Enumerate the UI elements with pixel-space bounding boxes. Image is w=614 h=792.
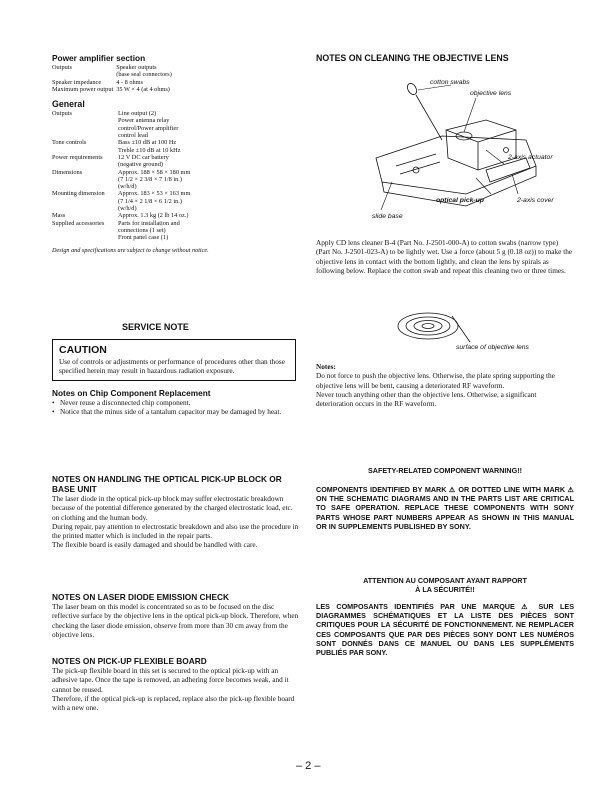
notes-p2: Never touch anything other than the objective lens. Otherwise, a significant deterioration occurs in the RF waveform. bbox=[316, 389, 537, 409]
table-row: Outputs Line output (2) Power antenna relay control/Power amplifier control lead bbox=[52, 110, 179, 140]
handling-notes bbox=[52, 474, 300, 550]
warning-en-text: COMPONENTS IDENTIFIED BY MARK ⚠ OR DOTTED LINE WITH MARK ⚠ ON THE SCHEMATIC DIAGRAMS AND IN THE PARTS LIST ARE CRITICAL TO SAFE OPERATION. REPLACE THESE COMPONENTS WITH SONY PARTS WHOSE PART NUMBERS APPEAR AS SHOWN IN THIS MANUAL OR IN SUPPLEMENTS PUBLISHED BY SONY. bbox=[316, 485, 574, 531]
warning-fr-title-2: À LA SÉCURITÉ!! bbox=[415, 585, 475, 594]
laser-notes-title: NOTES ON LASER DIODE EMISSION CHECK bbox=[52, 592, 230, 602]
flex-notes bbox=[52, 656, 300, 712]
cleaning-notes bbox=[316, 362, 574, 408]
flex-p2: Therefore, if the optical pick-up is replaced, replace also the pick-up flexible board with a new one. bbox=[52, 693, 295, 713]
cotton-swab-stick bbox=[416, 95, 442, 140]
list-item: • Never reuse a disconnected chip component. bbox=[52, 398, 300, 407]
caution-box bbox=[52, 339, 296, 381]
page-number: – 2 – bbox=[296, 760, 321, 772]
flex-p1: The pick-up flexible board in this set is secured to the optical pick-up with an adhesive tape. Once the tape is removed, an adhering force becomes weak, and it cannot be reused. bbox=[52, 666, 289, 694]
cotton-swab-tip bbox=[406, 82, 419, 96]
label-cotton-swabs: cotton swabs bbox=[430, 79, 470, 86]
warning-en-title: SAFETY-RELATED COMPONENT WARNING!! bbox=[368, 466, 522, 475]
safety-warning-en bbox=[316, 466, 574, 531]
pickup-illustration bbox=[356, 70, 556, 230]
objective-lens-shape bbox=[456, 132, 472, 140]
table-row: Dimensions Approx. 188 × 58 × 180 mm (7 1/2 × 2 3/8 × 7 1/8 in.) (w/h/d) bbox=[52, 168, 191, 191]
cleaning-section bbox=[316, 53, 574, 64]
caution-text: Use of controls or adjustments or performance of procedures other than those specified herein may result in hazardous radiation exposure. bbox=[59, 357, 285, 376]
handling-notes-title: NOTES ON HANDLING THE OPTICAL PICK-UP BLOCK OR BASE UNIT bbox=[52, 474, 282, 494]
laser-p1: The laser beam on this model is concentrated so as to be focused on the disc reflective surface by the objective lens in the optical pick-up block. Therefore, when checking the laser diode emission, observe from more than 30 cm away from the objective lens. bbox=[52, 602, 299, 639]
chip-notes-title: Notes on Chip Component Replacement bbox=[52, 388, 211, 398]
safety-warning-fr bbox=[316, 576, 574, 657]
cleaning-title: NOTES ON CLEANING THE OBJECTIVE LENS bbox=[316, 53, 509, 63]
notes-title: Notes: bbox=[316, 362, 336, 371]
caution-title: CAUTION bbox=[59, 344, 107, 356]
table-row: Maximum power output 35 W × 4 (at 4 ohms) bbox=[52, 85, 170, 93]
table-row: Speaker impedance 4 - 8 ohms bbox=[52, 78, 143, 86]
general-spec-table bbox=[52, 110, 190, 241]
table-row: Mounting dimension Approx. 183 × 53 × 163 mm (7 1/4 × 2 1/8 × 6 1/2 in.) (w/h/d) bbox=[52, 190, 191, 213]
label-lens-surface: surface of objective lens bbox=[456, 344, 529, 351]
chip-notes bbox=[52, 388, 300, 417]
table-row: Supplied accessories Parts for installation and connections (1 set) Front panel case (1) bbox=[52, 219, 180, 242]
amp-spec-table bbox=[52, 64, 172, 93]
list-item: • Notice that the minus side of a tantalum capacitor may be damaged by heat. bbox=[52, 407, 300, 416]
table-row: Power requirements 12 V DC car battery (negative ground) bbox=[52, 153, 169, 169]
general-section-title: General bbox=[52, 99, 85, 110]
cleaning-instructions: Apply CD lens cleaner B-4 (Part No. J-2501-000-A) to cotton swabs (narrow type) (Part No. J-2501-023-A) to be lightly wet. Use a force (about 5 g (0.18 oz)) to make the objective lens in contact with the bottom lightly, and clean the lens by spirals as following below. Replace the cotton swab and repeat this cleaning two or three times. bbox=[316, 238, 573, 275]
warning-fr-text: LES COMPOSANTS IDENTIFIÉS PAR UNE MARQUE ⚠ SUR LES DIAGRAMMES SCHÉMATIQUES ET LA LISTE DES PIÈCES SONT CRITIQUES POUR LA SÉCURITÉ DE FONCTIONNEMENT. NE REMPLACER CES COMPOSANTS QUE PAR DES PIÈCES SONY DONT LES NUMÉROS SONT DONNÉS DANS CE MANUEL OU DANS LES SUPPLÉMENTS PUBLIÉS PAR SONY. bbox=[316, 602, 574, 658]
label-2-axis-cover: 2-axis cover bbox=[517, 197, 554, 204]
handling-p1: The laser diode in the optical pick-up block may suffer electrostatic breakdown because of the potential difference generated by the charged electrostatic load, etc. on clothing and the human body. bbox=[52, 494, 293, 522]
specifications bbox=[52, 53, 300, 254]
table-row: Outputs Speaker outputs (base seal connectors) bbox=[52, 64, 172, 79]
label-objective-lens: objective lens bbox=[470, 90, 512, 97]
laser-notes bbox=[52, 592, 300, 639]
service-note-heading: SERVICE NOTE bbox=[122, 322, 189, 332]
label-2-axis-actuator: 2-axis actuator bbox=[508, 154, 553, 161]
spec-footnote: Design and specifications are subject to change without notice. bbox=[52, 246, 209, 254]
notes-p1: Do not force to push the objective lens. Otherwise, the plate spring supporting the objective lens will be bent, causing a deteriorated RF waveform. bbox=[316, 371, 555, 390]
label-slide-base: slide base bbox=[372, 213, 403, 220]
table-row: Mass Approx. 1.3 kg (2 lb 14 oz.) bbox=[52, 212, 189, 220]
flex-notes-title: NOTES ON PICK-UP FLEXIBLE BOARD bbox=[52, 656, 207, 666]
handling-p3: The flexible board is easily damaged and should be handled with care. bbox=[52, 540, 258, 550]
label-optical-pickup: optical pick-up bbox=[436, 197, 484, 204]
handling-p2: During repair, pay attention to electrostatic breakdown and also use the procedure in the printed matter which is included in the repair parts. bbox=[52, 521, 299, 541]
actuator-shape bbox=[446, 120, 516, 170]
warning-fr-title-1: ATTENTION AU COMPOSANT AYANT RAPPORT bbox=[363, 576, 527, 585]
lens-spiral-illustration bbox=[396, 306, 476, 348]
amp-section-title: Power amplifier section bbox=[52, 53, 146, 63]
table-row: Tone controls Bass ±10 dB at 100 Hz Treble ±10 dB at 10 kHz bbox=[52, 139, 181, 154]
